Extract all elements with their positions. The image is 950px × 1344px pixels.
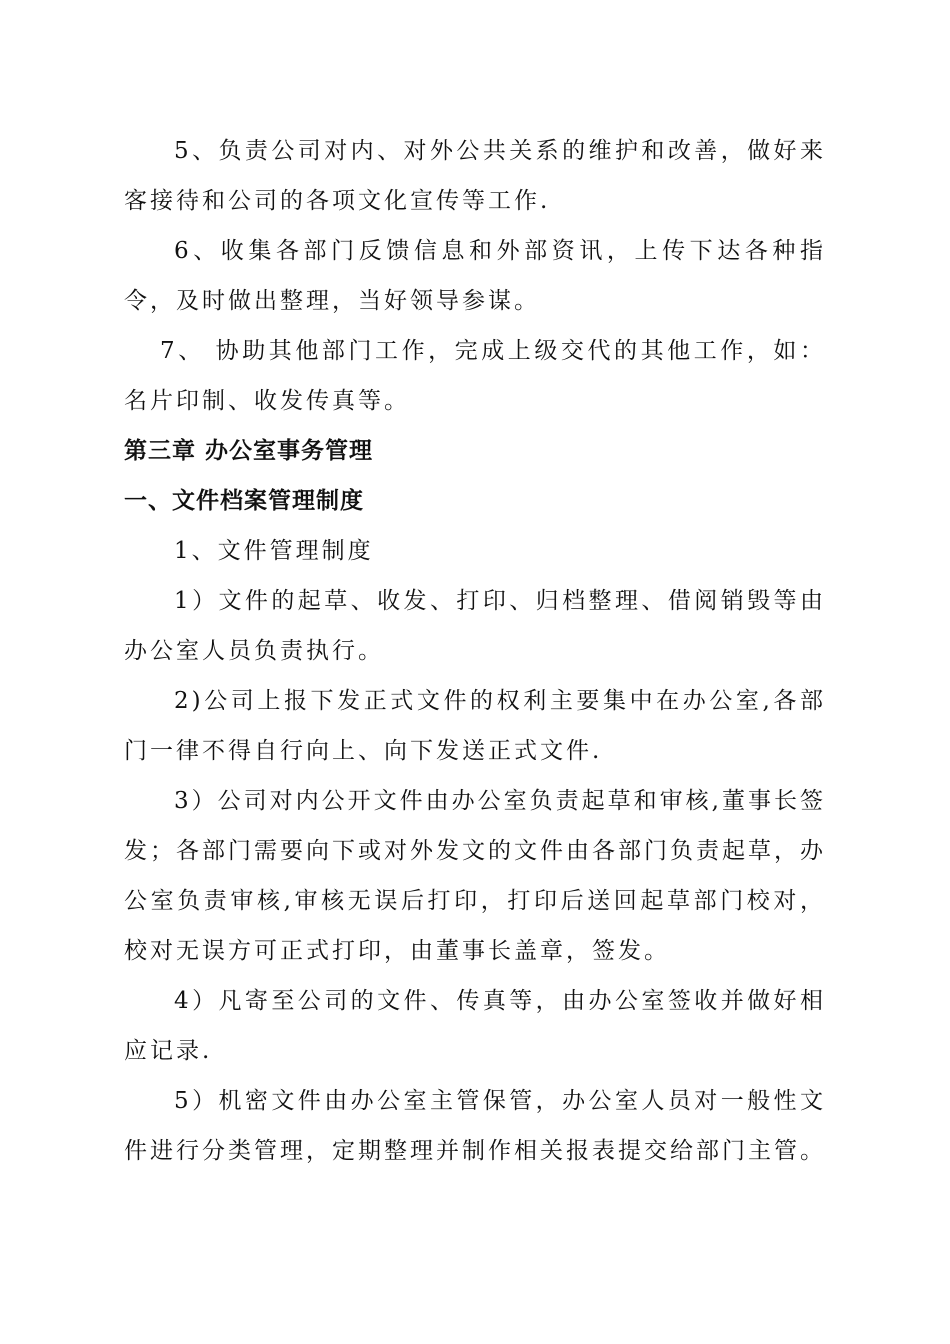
document-page (124, 126, 826, 1176)
duty-item-6: 6、收集各部门反馈信息和外部资讯，上传下达各种指令，及时做出整理，当好领导参谋。 (124, 238, 826, 314)
chapter-title: 第三章 办公室事务管理 (124, 438, 374, 464)
rule-item-3: 3）公司对内公开文件由办公室负责起草和审核,董事长签发；各部门需要向下或对外发文的文件由各部门负责起草，办公室负责审核,审核无误后打印，打印后送回起草部门校对，校对无误方可正式打印，由董事长盖章，签发。 (124, 788, 826, 964)
duty-item-5: 5、负责公司对内、对外公共关系的维护和改善，做好来客接待和公司的各项文化宣传等工作. (124, 138, 826, 214)
duty-item-7: 7、 协助其他部门工作，完成上级交代的其他工作，如：名片印制、收发传真等。 (124, 338, 826, 414)
subsection-title: 1、文件管理制度 (174, 538, 374, 564)
rule-item-2: 2)公司上报下发正式文件的权利主要集中在办公室,各部门一律不得自行向上、向下发送正式文件. (124, 688, 826, 764)
rule-item-4: 4）凡寄至公司的文件、传真等，由办公室签收并做好相应记录. (124, 988, 826, 1064)
rule-item-5: 5）机密文件由办公室主管保管，办公室人员对一般性文件进行分类管理，定期整理并制作相关报表提交给部门主管。 (124, 1088, 826, 1164)
rule-item-1: 1）文件的起草、收发、打印、归档整理、借阅销毁等由办公室人员负责执行。 (124, 588, 826, 664)
section-title: 一、文件档案管理制度 (124, 488, 364, 514)
